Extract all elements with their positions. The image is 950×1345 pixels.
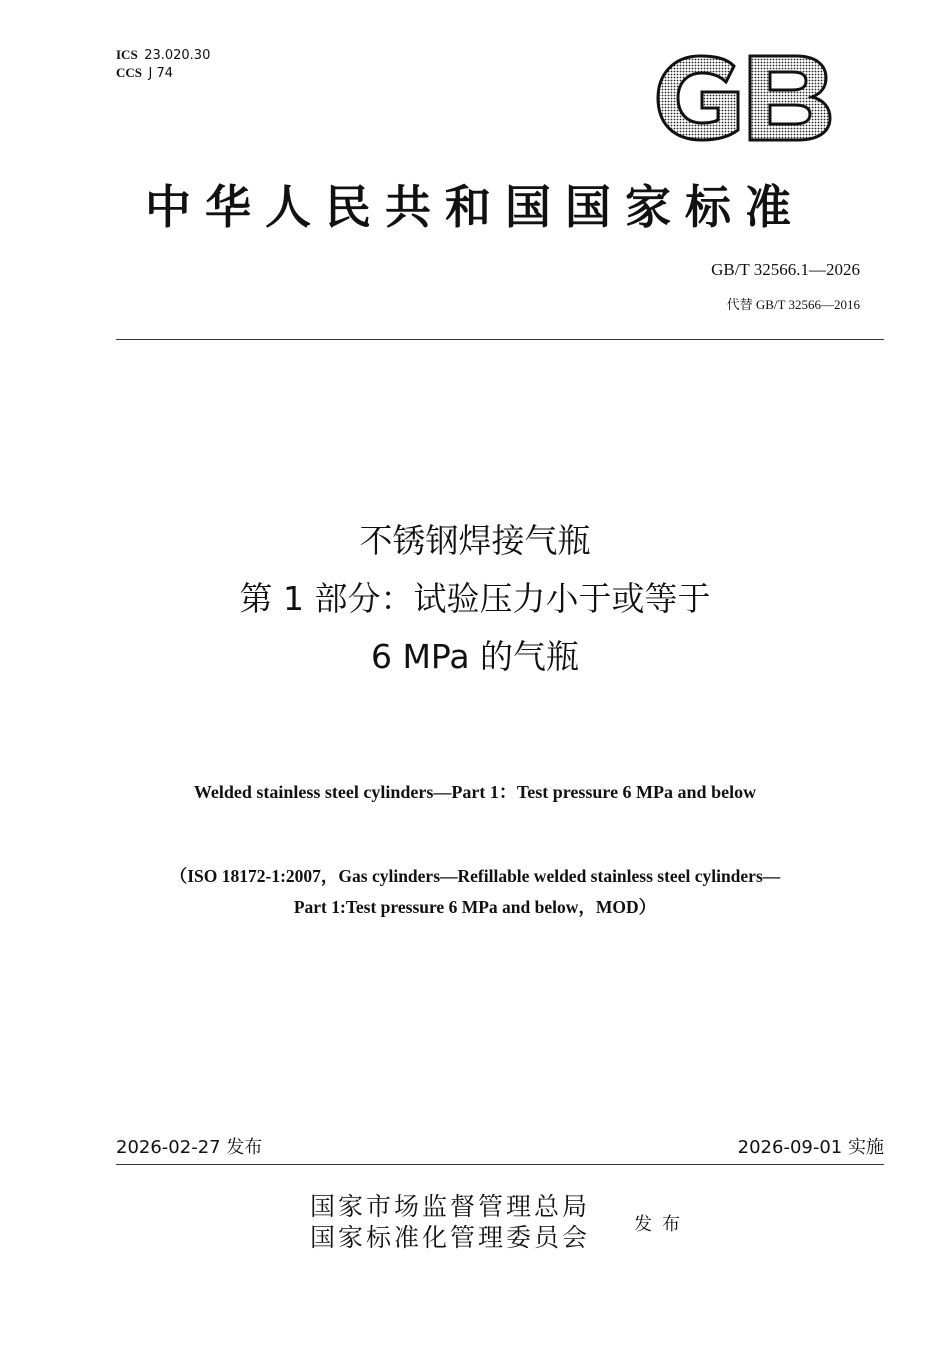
title-cn-line2: 第 1 部分：试验压力小于或等于: [239, 579, 711, 618]
ics-label: ICS: [116, 47, 138, 62]
issuer-samr: 国家市场监督管理总局: [310, 1194, 591, 1221]
iso-reference-line1: （ISO 18172-1:2007，Gas cylinders—Refillable welded stainless steel cylinders—: [169, 866, 781, 886]
ics-value: 23.020.30: [144, 48, 211, 63]
bottom-divider: [116, 1164, 884, 1165]
ics-code: [116, 46, 210, 64]
ccs-label: CCS: [116, 65, 143, 80]
title-cn-line3: 6 MPa 的气瓶: [370, 637, 580, 676]
ccs-code: [116, 64, 210, 82]
issuer-sac: 国家标准化管理委员会: [310, 1225, 591, 1252]
standard-number: GB/T 32566.1—2026: [711, 260, 860, 279]
implementation-date: 2026-09-01 实施: [737, 1137, 884, 1158]
replaces-standard: 代替 GB/T 32566—2016: [726, 297, 860, 312]
classification-codes: [116, 46, 210, 82]
issue-date: 2026-02-27 发布: [116, 1137, 263, 1158]
gb-logo-icon: [652, 52, 834, 144]
title-cn-line1: 不锈钢焊接气瓶: [359, 521, 591, 560]
title-en: Welded stainless steel cylinders—Part 1：Test pressure 6 MPa and below: [193, 782, 757, 802]
national-standard-title: 中华人民共和国国家标准: [145, 182, 805, 233]
iso-reference-line2: Part 1:Test pressure 6 MPa and below，MOD）: [293, 897, 657, 917]
issue-word: 发布: [634, 1214, 690, 1234]
top-divider: [116, 339, 884, 340]
ccs-value: J 74: [148, 66, 174, 81]
